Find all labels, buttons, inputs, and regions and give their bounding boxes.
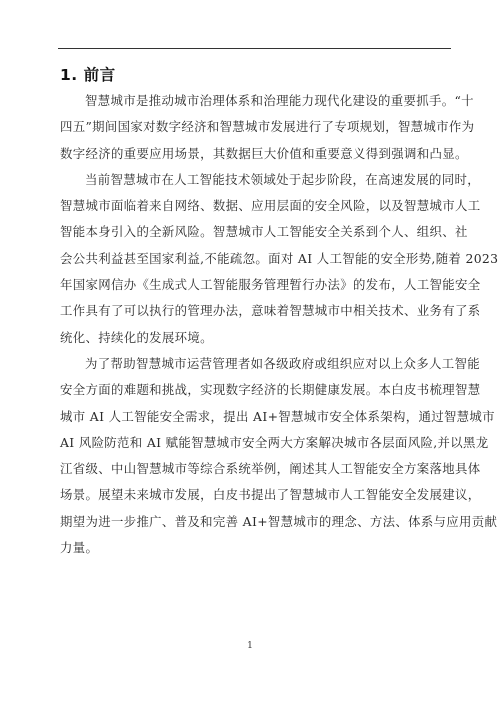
text-line: 智能本身引入的全新风险。智慧城市人工智能安全关系到个人、组织、社 [60, 224, 468, 240]
text-line: 四五”期间国家对数字经济和智慧城市发展进行了专项规划，智慧城市作为 [60, 119, 475, 135]
text-line: 江省级、中山智慧城市等综合系统举例，阐述其人工智能安全方案落地具体 [60, 461, 481, 477]
page-number: 1 [247, 641, 253, 651]
text-line: 城市 AI 人工智能安全需求，提出 AI+智慧城市安全体系架构，通过智慧城市 [60, 408, 495, 424]
text-line: 工作具有了可以执行的管理办法，意味着智慧城市中相关技术、业务有了系 [60, 303, 481, 319]
text-line: 安全方面的难题和挑战，实现数字经济的长期健康发展。本白皮书梳理智慧 [60, 382, 481, 398]
text-line: 智慧城市面临着来自网络、数据、应用层面的安全风险，以及智慧城市人工 [60, 198, 481, 214]
text-line: 期望为进一步推广、普及和完善 AI+智慧城市的理念、方法、体系与应用贡献 [60, 513, 498, 529]
body-text [60, 88, 499, 561]
text-line: 统化、持续化的发展环境。 [60, 329, 213, 345]
text-line: 力量。 [60, 540, 99, 556]
text-line: 智慧城市是推动城市治理体系和治理能力现代化建设的重要抓手。“十 [85, 93, 474, 108]
text-line: 当前智慧城市在人工智能技术领域处于起步阶段，在高速发展的同时， [85, 171, 480, 187]
section-heading: 1. 前言 [60, 66, 116, 84]
text-line: 数字经济的重要应用场景，其数据巨大价值和重要意义得到强调和凸显。 [60, 145, 468, 161]
text-line: 场景。展望未来城市发展，白皮书提出了智慧城市人工智能安全发展建议， [60, 487, 481, 503]
header-rule [58, 48, 451, 49]
text-line: 会公共利益甚至国家利益,不能疏忽。面对 AI 人工智能的安全形势,随着 2023 [60, 250, 499, 266]
text-line: AI 风险防范和 AI 赋能智慧城市安全两大方案解决城市各层面风险,并以黑龙 [60, 434, 489, 450]
text-line: 为了帮助智慧城市运营管理者如各级政府或组织应对以上众多人工智能 [85, 355, 480, 371]
text-line: 年国家网信办《生成式人工智能服务管理暂行办法》的发布，人工智能安全 [60, 277, 481, 293]
